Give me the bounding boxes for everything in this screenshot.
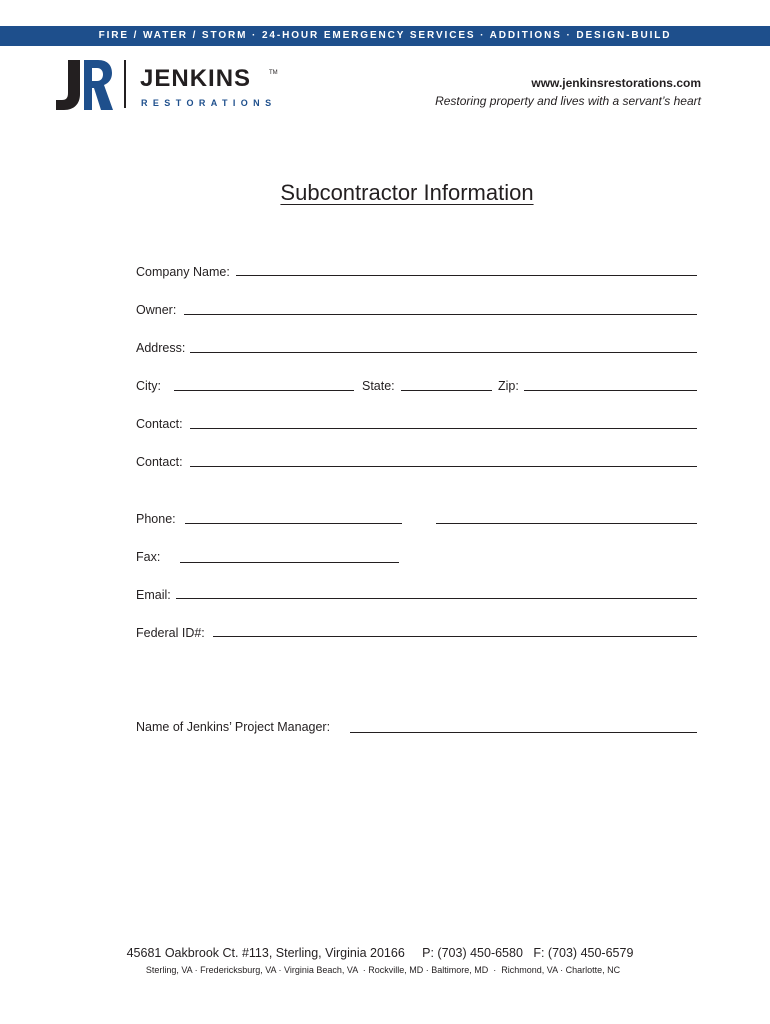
logo-name: JENKINS: [140, 65, 252, 92]
website-link[interactable]: www.jenkinsrestorations.com: [531, 76, 701, 90]
phone-field-secondary[interactable]: [436, 507, 697, 524]
federal-id-field[interactable]: [213, 620, 697, 637]
zip-label: Zip:: [498, 379, 519, 393]
fax-field[interactable]: [180, 546, 399, 563]
owner-field[interactable]: [184, 298, 697, 315]
contact-label-2: Contact:: [136, 455, 183, 469]
contact-field-1[interactable]: [190, 412, 697, 429]
contact-label-1: Contact:: [136, 417, 183, 431]
footer-locations: Sterling, VA · Fredericksburg, VA · Virginia Beach, VA · Rockville, MD · Baltimore, MD · Richmond, VA · Charlotte, NC: [145, 965, 621, 975]
email-label: Email:: [136, 588, 171, 602]
jr-monogram-icon: [56, 58, 116, 112]
city-field[interactable]: [174, 374, 354, 391]
logo-divider: [124, 60, 126, 108]
project-manager-field[interactable]: [350, 716, 697, 733]
phone-label: Phone:: [136, 512, 176, 526]
fax-label: Fax:: [136, 550, 161, 564]
footer-address: 45681 Oakbrook Ct. #113, Sterling, Virginia 20166 P: (703) 450-6580 F: (703) 450-6579: [126, 946, 634, 960]
company-name-field[interactable]: [236, 259, 697, 276]
state-label: State:: [362, 379, 395, 393]
logo-trademark: TM: [269, 70, 278, 76]
federal-id-label: Federal ID#:: [136, 626, 205, 640]
company-logo: [56, 58, 286, 114]
services-banner: FIRE / WATER / STORM · 24-HOUR EMERGENCY SERVICES · ADDITIONS · DESIGN-BUILD: [0, 26, 770, 46]
tagline: Restoring property and lives with a servant’s heart: [435, 94, 701, 108]
address-field[interactable]: [190, 336, 697, 353]
company-name-label: Company Name:: [136, 265, 230, 279]
contact-field-2[interactable]: [190, 450, 697, 467]
email-field[interactable]: [176, 582, 697, 599]
page-title: Subcontractor Information: [280, 180, 534, 205]
project-manager-label: Name of Jenkins’ Project Manager:: [136, 720, 331, 734]
phone-field[interactable]: [185, 507, 402, 524]
logo-subtext: RESTORATIONS: [141, 98, 277, 108]
owner-label: Owner:: [136, 303, 177, 317]
city-label: City:: [136, 379, 161, 393]
address-label: Address:: [136, 341, 186, 355]
zip-field[interactable]: [524, 374, 697, 391]
state-field[interactable]: [401, 374, 492, 391]
